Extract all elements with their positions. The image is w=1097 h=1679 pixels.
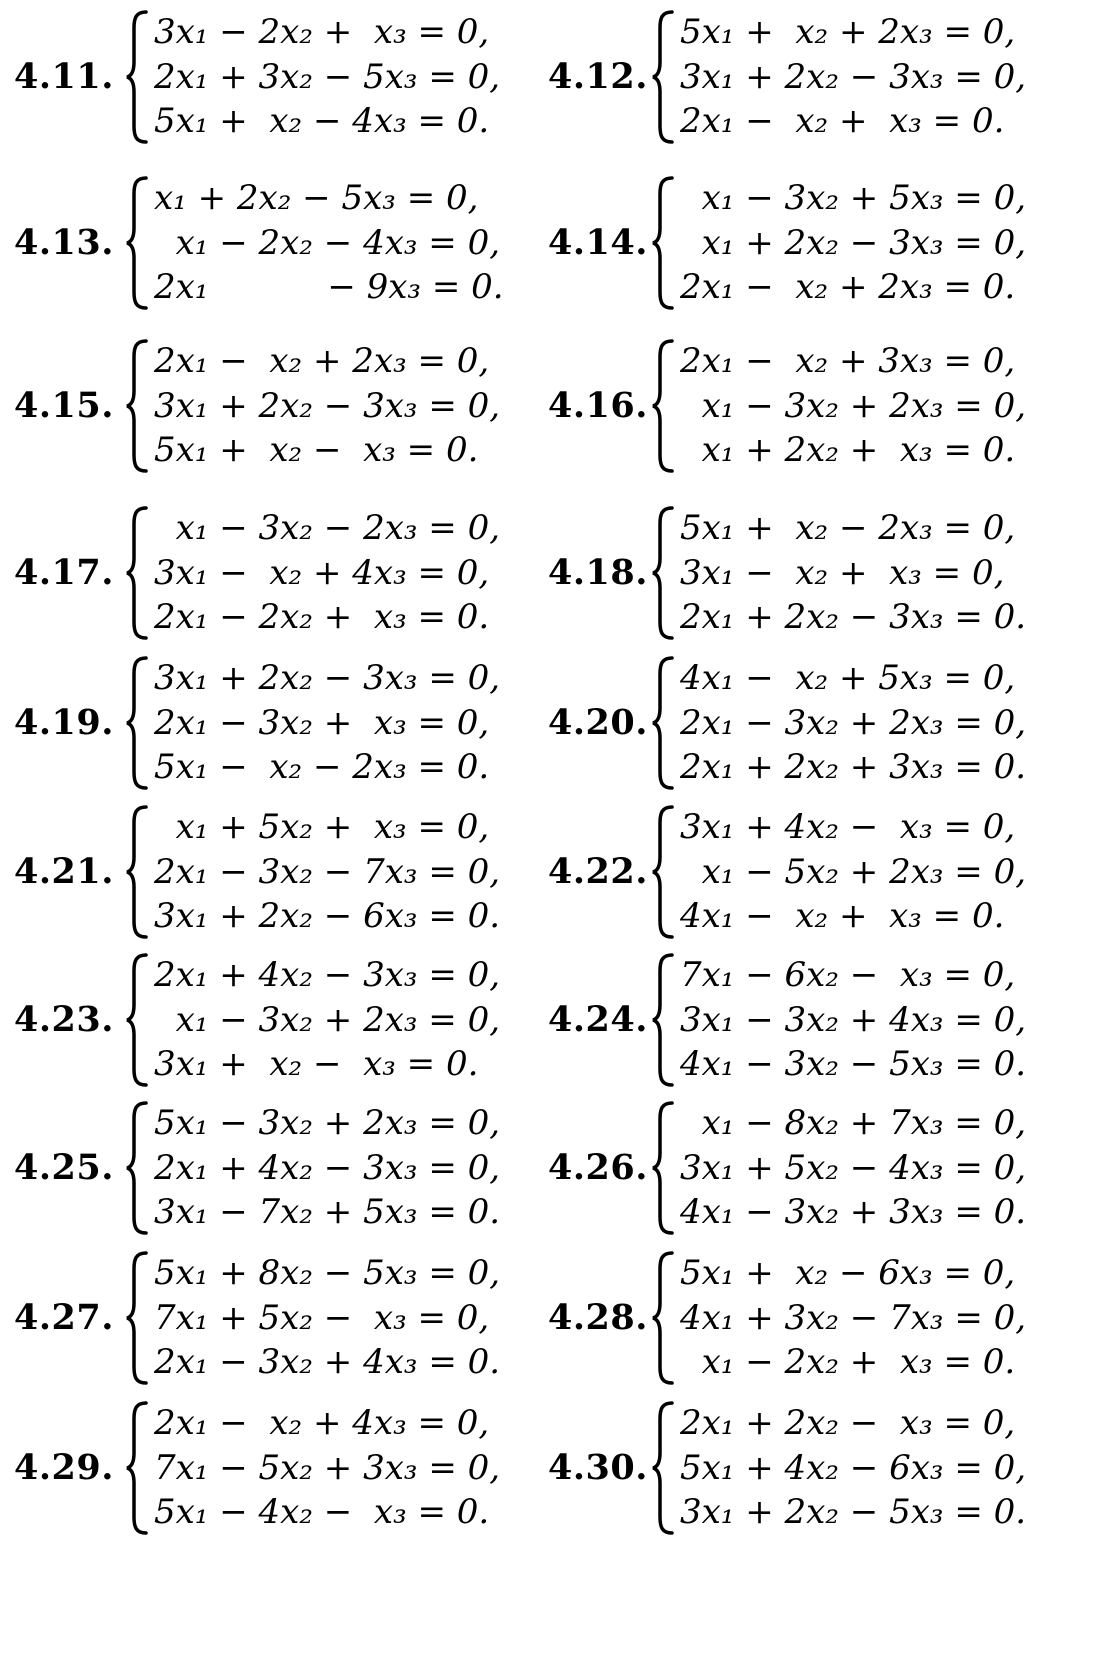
equation-system: [154, 10, 500, 144]
problem-number: 4.27.: [14, 1297, 114, 1338]
system-brace: [126, 1101, 152, 1235]
equation: 2x₁ − x₂ + x₃ = 0.: [680, 101, 1005, 142]
equation: 5x₁ − x₂ − 2x₃ = 0.: [154, 747, 490, 788]
problem-number: 4.26.: [548, 1147, 648, 1188]
problem-number: 4.25.: [14, 1147, 114, 1188]
equation: 3x₁ − 3x₂ + 4x₃ = 0,: [680, 999, 1027, 1040]
equation: 2x₁ − 2x₂ + x₃ = 0.: [154, 597, 490, 638]
equation: 5x₁ + x₂ − x₃ = 0.: [154, 430, 479, 471]
system-brace: [652, 805, 678, 939]
equation: 3x₁ + 2x₂ − 3x₃ = 0,: [154, 385, 501, 426]
equation: x₁ + 5x₂ + x₃ = 0,: [154, 807, 490, 847]
equation-system: [680, 1251, 1026, 1385]
equation: 5x₁ + x₂ + 2x₃ = 0,: [680, 12, 1016, 52]
equation: x₁ − 5x₂ + 2x₃ = 0,: [680, 851, 1027, 892]
equation: 2x₁ + 2x₂ − 3x₃ = 0.: [680, 597, 1027, 638]
system-brace: [126, 656, 152, 790]
problem-number: 4.28.: [548, 1297, 648, 1338]
equation: x₁ − 2x₂ + x₃ = 0.: [680, 1342, 1016, 1383]
equation: 2x₁ − x₂ + 2x₃ = 0,: [154, 341, 490, 381]
equation-system: [680, 805, 1026, 939]
system-brace: [652, 656, 678, 790]
equation: 2x₁ − x₂ + 4x₃ = 0,: [154, 1403, 490, 1443]
equation: 2x₁ − 3x₂ + 4x₃ = 0.: [154, 1342, 501, 1383]
problem-number: 4.21.: [14, 851, 114, 892]
equation: x₁ + 2x₂ − 5x₃ = 0,: [154, 178, 479, 218]
equation-system: [154, 1251, 500, 1385]
equation: 4x₁ − x₂ + 5x₃ = 0,: [680, 658, 1016, 698]
equation-system: [680, 176, 1026, 310]
problem-4-17: [14, 498, 562, 648]
equation: x₁ − 3x₂ + 2x₃ = 0,: [680, 385, 1027, 426]
problem-4-20: [548, 648, 1096, 798]
system-brace: [652, 1401, 678, 1535]
system-brace: [126, 805, 152, 939]
equation-system: [680, 339, 1026, 473]
equation: 2x₁ − 9x₃ = 0.: [154, 267, 504, 308]
equation: x₁ + 2x₂ − 3x₃ = 0,: [680, 222, 1027, 263]
equation: 7x₁ + 5x₂ − x₃ = 0,: [154, 1297, 490, 1338]
problem-number: 4.16.: [548, 385, 648, 426]
equation-system: [154, 1101, 500, 1235]
equation: x₁ − 3x₂ + 5x₃ = 0,: [680, 178, 1027, 218]
system-brace: [126, 1251, 152, 1385]
system-brace: [652, 1251, 678, 1385]
equation: 3x₁ − 2x₂ + x₃ = 0,: [154, 12, 490, 52]
problem-number: 4.24.: [548, 999, 648, 1040]
problem-4-18: [548, 498, 1096, 648]
equation: x₁ − 3x₂ − 2x₃ = 0,: [154, 508, 501, 548]
equation-system: [680, 506, 1026, 640]
problem-number: 4.20.: [548, 702, 648, 743]
equation: 4x₁ − 3x₂ − 5x₃ = 0.: [680, 1044, 1027, 1085]
system-brace: [652, 953, 678, 1087]
equation: 2x₁ − x₂ + 3x₃ = 0,: [680, 341, 1016, 381]
problem-number: 4.22.: [548, 851, 648, 892]
equation-system: [154, 1401, 500, 1535]
equation-system: [680, 953, 1026, 1087]
problem-number: 4.13.: [14, 222, 114, 263]
equation: 3x₁ + 5x₂ − 4x₃ = 0,: [680, 1147, 1027, 1188]
system-brace: [126, 1401, 152, 1535]
problem-number: 4.23.: [14, 999, 114, 1040]
problem-number: 4.30.: [548, 1447, 648, 1488]
equation: 7x₁ − 5x₂ + 3x₃ = 0,: [154, 1447, 501, 1488]
system-brace: [652, 10, 678, 144]
problem-number: 4.15.: [14, 385, 114, 426]
equation: 4x₁ − x₂ + x₃ = 0.: [680, 896, 1005, 937]
problem-4-25: [14, 1093, 562, 1243]
equation: 5x₁ − 4x₂ − x₃ = 0.: [154, 1492, 490, 1533]
equation-system: [154, 656, 500, 790]
system-brace: [126, 953, 152, 1087]
equation: 3x₁ + 4x₂ − x₃ = 0,: [680, 807, 1016, 847]
problem-number: 4.11.: [14, 56, 114, 97]
equation: 2x₁ + 4x₂ − 3x₃ = 0,: [154, 955, 501, 995]
equation: 5x₁ + 8x₂ − 5x₃ = 0,: [154, 1253, 501, 1293]
equation: 5x₁ + x₂ − 2x₃ = 0,: [680, 508, 1016, 548]
problem-4-13: [14, 168, 562, 318]
problem-4-24: [548, 945, 1096, 1095]
equation-system: [680, 1401, 1026, 1535]
problem-4-15: [14, 331, 562, 481]
equation: 2x₁ + 4x₂ − 3x₃ = 0,: [154, 1147, 501, 1188]
system-brace: [652, 506, 678, 640]
equation: 5x₁ + 4x₂ − 6x₃ = 0,: [680, 1447, 1027, 1488]
equation: 7x₁ − 6x₂ − x₃ = 0,: [680, 955, 1016, 995]
equation: 2x₁ + 3x₂ − 5x₃ = 0,: [154, 56, 501, 97]
equation: 2x₁ − 3x₂ + x₃ = 0,: [154, 702, 490, 743]
equation: 5x₁ + x₂ − 4x₃ = 0.: [154, 101, 490, 142]
equation: 3x₁ + 2x₂ − 3x₃ = 0,: [154, 658, 501, 698]
system-brace: [652, 176, 678, 310]
equation-system: [680, 656, 1026, 790]
equation-system: [154, 339, 500, 473]
equation-system: [154, 805, 500, 939]
equation: 2x₁ + 2x₂ − x₃ = 0,: [680, 1403, 1016, 1443]
problem-4-28: [548, 1243, 1096, 1393]
equation: 3x₁ − x₂ + 4x₃ = 0,: [154, 552, 490, 593]
problem-4-21: [14, 797, 562, 947]
system-brace: [652, 339, 678, 473]
equation: 4x₁ − 3x₂ + 3x₃ = 0.: [680, 1192, 1027, 1233]
problem-number: 4.29.: [14, 1447, 114, 1488]
equation: 3x₁ + x₂ − x₃ = 0.: [154, 1044, 479, 1085]
system-brace: [652, 1101, 678, 1235]
equation: 3x₁ + 2x₂ − 3x₃ = 0,: [680, 56, 1027, 97]
equation-system: [680, 1101, 1026, 1235]
equation: x₁ − 2x₂ − 4x₃ = 0,: [154, 222, 501, 263]
problem-number: 4.18.: [548, 552, 648, 593]
equation: 4x₁ + 3x₂ − 7x₃ = 0,: [680, 1297, 1027, 1338]
problem-4-22: [548, 797, 1096, 947]
problem-4-12: [548, 2, 1096, 152]
problem-4-27: [14, 1243, 562, 1393]
problem-4-14: [548, 168, 1096, 318]
equation: 3x₁ − 7x₂ + 5x₃ = 0.: [154, 1192, 501, 1233]
equation: 3x₁ + 2x₂ − 5x₃ = 0.: [680, 1492, 1027, 1533]
equation: x₁ + 2x₂ + x₃ = 0.: [680, 430, 1016, 471]
problem-4-19: [14, 648, 562, 798]
problem-4-26: [548, 1093, 1096, 1243]
problem-number: 4.14.: [548, 222, 648, 263]
equation-system: [154, 953, 500, 1087]
problem-number: 4.12.: [548, 56, 648, 97]
equation: 2x₁ − 3x₂ − 7x₃ = 0,: [154, 851, 501, 892]
equation: 5x₁ + x₂ − 6x₃ = 0,: [680, 1253, 1016, 1293]
equation: 5x₁ − 3x₂ + 2x₃ = 0,: [154, 1103, 501, 1143]
problem-4-16: [548, 331, 1096, 481]
equation-system: [680, 10, 1026, 144]
equation-system: [154, 176, 504, 310]
problem-number: 4.17.: [14, 552, 114, 593]
system-brace: [126, 506, 152, 640]
system-brace: [126, 10, 152, 144]
equation: x₁ − 8x₂ + 7x₃ = 0,: [680, 1103, 1027, 1143]
equation: x₁ − 3x₂ + 2x₃ = 0,: [154, 999, 501, 1040]
problem-4-29: [14, 1393, 562, 1543]
problem-4-11: [14, 2, 562, 152]
problem-4-30: [548, 1393, 1096, 1543]
problem-number: 4.19.: [14, 702, 114, 743]
problem-4-23: [14, 945, 562, 1095]
equation: 2x₁ + 2x₂ + 3x₃ = 0.: [680, 747, 1027, 788]
system-brace: [126, 339, 152, 473]
equation: 3x₁ + 2x₂ − 6x₃ = 0.: [154, 896, 501, 937]
equation: 2x₁ − x₂ + 2x₃ = 0.: [680, 267, 1016, 308]
equation-system: [154, 506, 500, 640]
system-brace: [126, 176, 152, 310]
equation: 2x₁ − 3x₂ + 2x₃ = 0,: [680, 702, 1027, 743]
equation: 3x₁ − x₂ + x₃ = 0,: [680, 552, 1005, 593]
